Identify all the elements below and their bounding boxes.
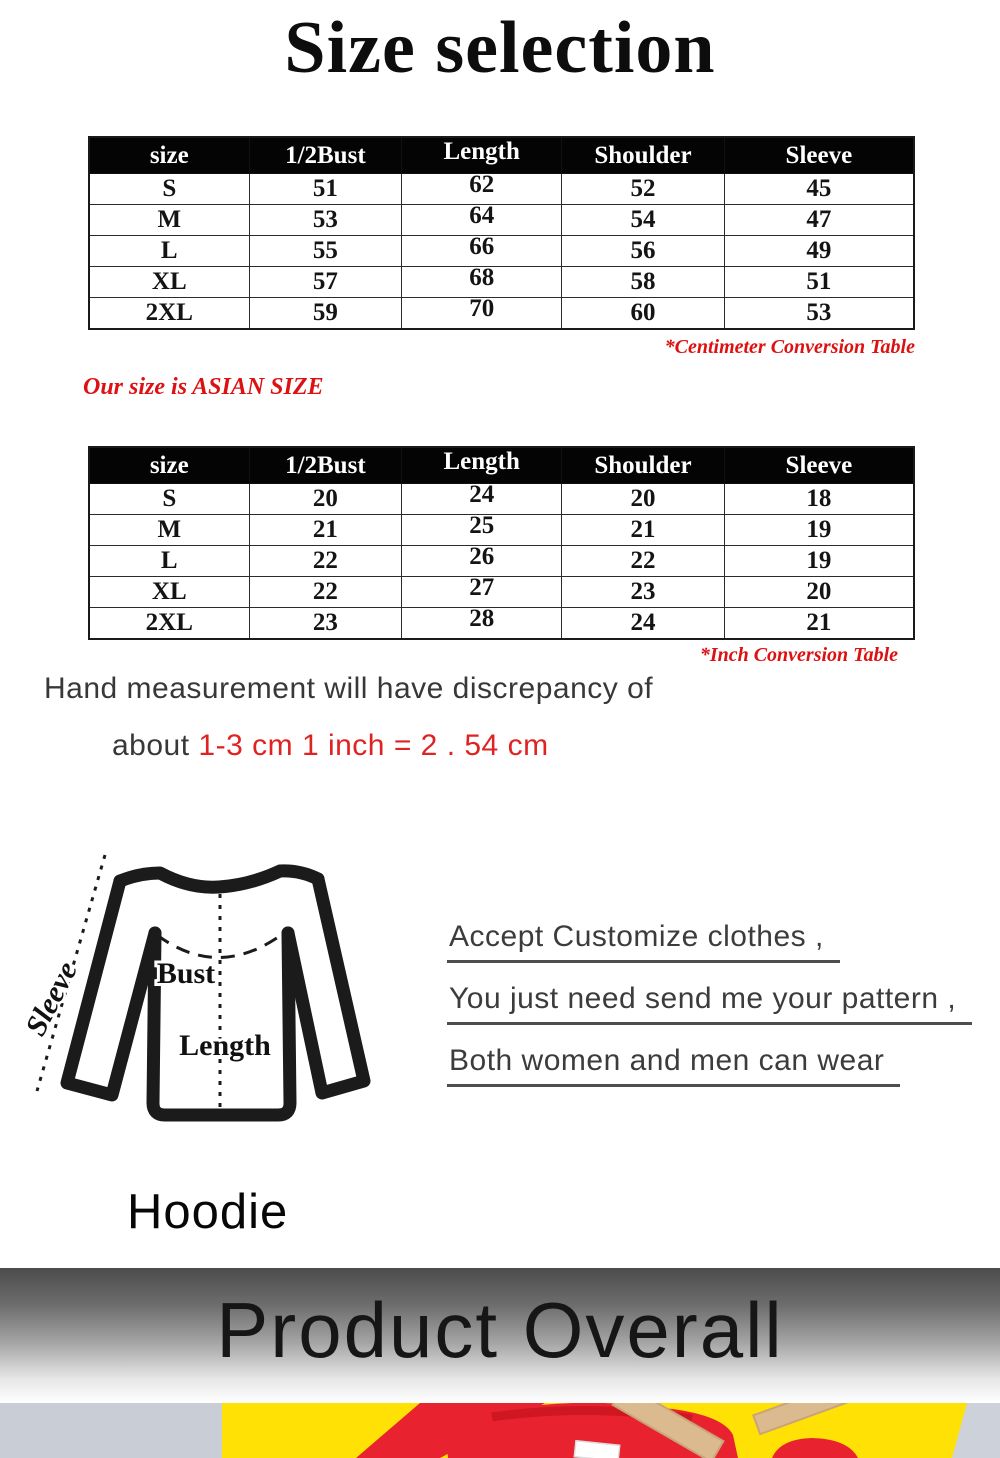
- column-header: 1/2Bust: [249, 137, 402, 174]
- table-row: [89, 608, 914, 640]
- column-header: 1/2Bust: [249, 447, 402, 484]
- measurement-note-line2: [112, 729, 549, 763]
- table-cell: M: [89, 205, 249, 236]
- customize-line-2: You just need send me your pattern ,: [447, 982, 972, 1025]
- table-row: [89, 484, 914, 515]
- table-cell: 53: [249, 205, 402, 236]
- column-header: Length: [402, 447, 562, 484]
- size-table-cm: [88, 136, 915, 330]
- table-cell: 51: [249, 174, 402, 205]
- table-cell: M: [89, 515, 249, 546]
- table-cell: 58: [562, 267, 725, 298]
- table-row: [89, 236, 914, 267]
- table-cell: 51: [724, 267, 914, 298]
- table-cell: 20: [249, 484, 402, 515]
- table-cell: 62: [402, 174, 562, 205]
- table-cell: 24: [402, 484, 562, 515]
- table-cell: 21: [724, 608, 914, 640]
- table-cell: 18: [724, 484, 914, 515]
- garment-outline: [67, 871, 364, 1115]
- table-cell: 70: [402, 298, 562, 330]
- table-cell: 64: [402, 205, 562, 236]
- header-row: [89, 447, 914, 484]
- table-cell: 68: [402, 267, 562, 298]
- table-cell: 28: [402, 608, 562, 640]
- asian-size-note: Our size is ASIAN SIZE: [83, 374, 324, 400]
- banner-title: Product Overall: [216, 1286, 784, 1374]
- table-cell: 59: [249, 298, 402, 330]
- table-cell: L: [89, 546, 249, 577]
- garment-diagram: [12, 843, 412, 1143]
- table-row: [89, 546, 914, 577]
- table-cell: 27: [402, 577, 562, 608]
- table-cell: 45: [724, 174, 914, 205]
- table-cell: 22: [562, 546, 725, 577]
- column-header: Sleeve: [724, 137, 914, 174]
- table-cell: 22: [249, 577, 402, 608]
- table-row: [89, 515, 914, 546]
- table-cell: XL: [89, 577, 249, 608]
- table-cell: S: [89, 484, 249, 515]
- inch-note: *Inch Conversion Table: [699, 644, 898, 666]
- table-cell: 21: [562, 515, 725, 546]
- column-header: Shoulder: [562, 447, 725, 484]
- table-cell: 20: [562, 484, 725, 515]
- table-cell: 25: [402, 515, 562, 546]
- customize-line-3: Both women and men can wear: [447, 1044, 900, 1087]
- table-cell: 26: [402, 546, 562, 577]
- table-cell: 24: [562, 608, 725, 640]
- table-row: [89, 298, 914, 330]
- size-table-inch: [88, 446, 915, 640]
- table-cell: L: [89, 236, 249, 267]
- sleeve-label: Sleeve: [19, 956, 85, 1042]
- centimeter-note: *Centimeter Conversion Table: [664, 336, 915, 358]
- column-header: Length: [402, 137, 562, 174]
- table-cell: 52: [562, 174, 725, 205]
- table-cell: 56: [562, 236, 725, 267]
- column-header: Sleeve: [724, 447, 914, 484]
- length-label: Length: [179, 1029, 271, 1062]
- table-cell: 47: [724, 205, 914, 236]
- table-cell: 49: [724, 236, 914, 267]
- table-row: [89, 174, 914, 205]
- table-cell: 60: [562, 298, 725, 330]
- table-cell: XL: [89, 267, 249, 298]
- product-photo-strip: [0, 1403, 1000, 1458]
- table-cell: 20: [724, 577, 914, 608]
- table-cell: 19: [724, 546, 914, 577]
- table-cell: 66: [402, 236, 562, 267]
- customize-text-block: [447, 920, 972, 1106]
- customize-line-1: Accept Customize clothes ,: [447, 920, 840, 963]
- bust-label: Bust: [156, 957, 216, 990]
- page-title: Size selection: [284, 7, 716, 89]
- product-overall-banner: [0, 1268, 1000, 1403]
- table-cell: S: [89, 174, 249, 205]
- table-cell: 22: [249, 546, 402, 577]
- table-cell: 57: [249, 267, 402, 298]
- table-row: [89, 267, 914, 298]
- table-row: [89, 577, 914, 608]
- table-cell: 53: [724, 298, 914, 330]
- table-cell: 55: [249, 236, 402, 267]
- measurement-note-line1: Hand measurement will have discrepancy of: [44, 672, 654, 705]
- header-row: [89, 137, 914, 174]
- table-row: [89, 205, 914, 236]
- column-header: size: [89, 137, 249, 174]
- measurement-note-dark: about: [112, 729, 199, 762]
- column-header: Shoulder: [562, 137, 725, 174]
- table-cell: 23: [249, 608, 402, 640]
- table-cell: 23: [562, 577, 725, 608]
- table-cell: 2XL: [89, 298, 249, 330]
- column-header: size: [89, 447, 249, 484]
- measurement-note-red: 1-3 cm 1 inch = 2 . 54 cm: [198, 729, 549, 762]
- table-cell: 19: [724, 515, 914, 546]
- table-cell: 54: [562, 205, 725, 236]
- table-cell: 2XL: [89, 608, 249, 640]
- table-cell: 21: [249, 515, 402, 546]
- bust-measure-line: [157, 933, 284, 958]
- hoodie-caption: Hoodie: [127, 1185, 289, 1239]
